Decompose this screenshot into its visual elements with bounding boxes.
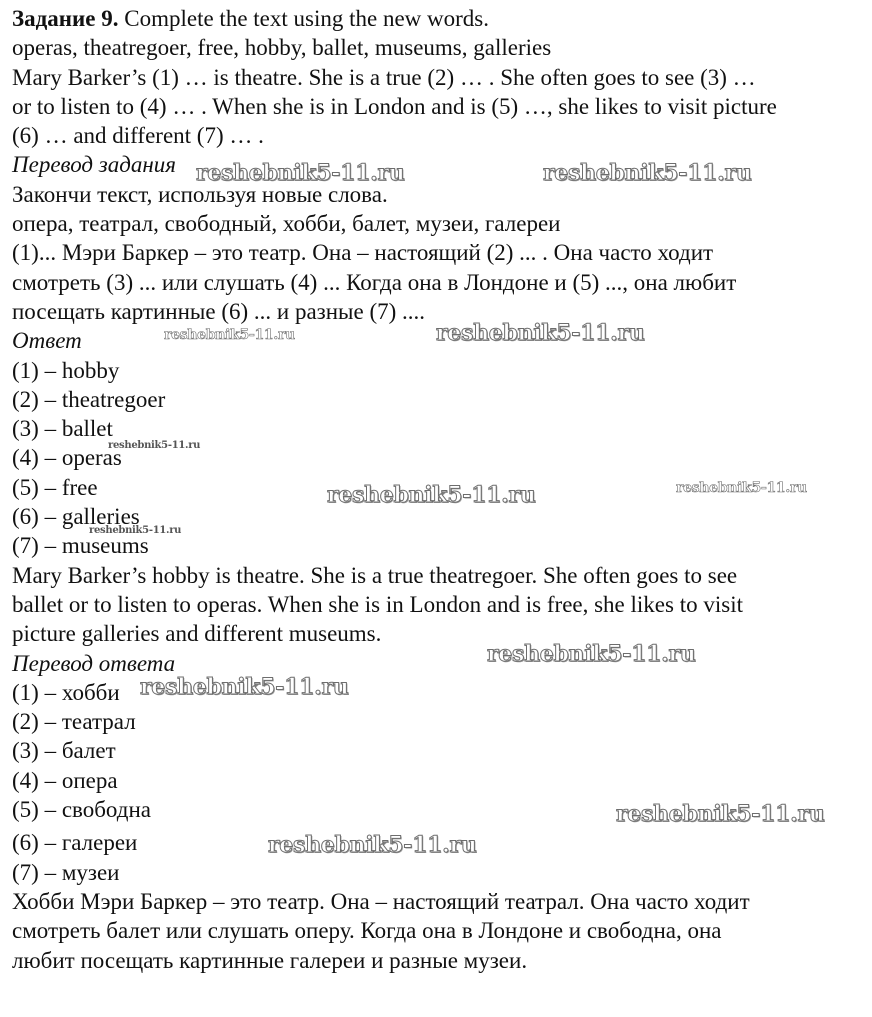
task-label: Задание 9. <box>12 6 119 31</box>
task-translation-text-line: посещать картинные (6) ... и разные (7) .... <box>12 298 426 324</box>
task-translation-word-list: опера, театрал, свободный, хобби, балет, музеи, галереи <box>12 211 561 237</box>
task-word-list: operas, theatregoer, free, hobby, ballet, museums, galleries <box>12 35 552 61</box>
answer-translation-item: (1) – хобби <box>12 679 120 705</box>
answer-translation-item: (4) – опера <box>12 767 118 793</box>
answer-item: (3) – ballet <box>12 416 113 442</box>
watermark: reshebnik5-11.ru <box>196 160 405 186</box>
answer-heading: Ответ <box>12 328 82 354</box>
answer-translation-text-line: любит посещать картинные галереи и разные музеи. <box>12 947 528 973</box>
answer-item: (5) – free <box>12 474 98 500</box>
task-translation-instruction: Закончи текст, используя новые слова. <box>12 181 388 207</box>
task-title <box>12 4 868 33</box>
task-text-line: or to listen to (4) … . When she is in London and is (5) …, she likes to visit picture <box>12 93 777 119</box>
answer-translation-item: (2) – театрал <box>12 709 136 735</box>
answer-translation-heading: Перевод ответа <box>12 650 176 676</box>
answer-text-line: Mary Barker’s hobby is theatre. She is a true theatregoer. She often goes to see <box>12 562 738 588</box>
task-translation-text-line: (1)... Мэри Баркер – это театр. Она – настоящий (2) ... . Она часто ходит <box>12 240 714 266</box>
watermark: reshebnik5-11.ru <box>164 327 295 343</box>
watermark: reshebnik5-11.ru <box>140 674 349 700</box>
task-instruction: Complete the text using the new words. <box>124 6 489 31</box>
watermark: reshebnik5-11.ru <box>487 641 696 667</box>
watermark: reshebnik5-11.ru <box>268 832 477 858</box>
task-text-line: Mary Barker’s (1) … is theatre. She is a true (2) … . She often goes to see (3) … <box>12 64 756 90</box>
answer-text-line: picture galleries and different museums. <box>12 621 382 647</box>
watermark: reshebnik5-11.ru <box>436 320 645 346</box>
answer-translation-item: (7) – музеи <box>12 859 120 885</box>
answer-translation-text-line: Хобби Мэри Баркер – это театр. Она – настоящий театрал. Она часто ходит <box>12 888 750 914</box>
answer-item: (1) – hobby <box>12 357 120 383</box>
watermark: reshebnik5-11.ru <box>108 440 201 451</box>
watermark: reshebnik5-11.ru <box>616 801 825 827</box>
watermark: reshebnik5-11.ru <box>543 160 752 186</box>
watermark: reshebnik5-11.ru <box>89 525 182 536</box>
watermark: reshebnik5-11.ru <box>327 482 536 508</box>
answer-translation-item: (6) – галереи <box>12 830 138 856</box>
answer-item: (4) – operas <box>12 445 122 471</box>
answer-item: (6) – galleries <box>12 504 140 530</box>
answer-item: (7) – museums <box>12 533 149 559</box>
watermark: reshebnik5-11.ru <box>676 480 807 496</box>
task-text-line: (6) … and different (7) … . <box>12 123 264 149</box>
task-translation-heading: Перевод задания <box>12 152 176 178</box>
answer-translation-text-line: смотреть балет или слушать оперу. Когда она в Лондоне и свободна, она <box>12 918 722 944</box>
answer-translation-item: (3) – балет <box>12 738 116 764</box>
answer-item: (2) – theatregoer <box>12 386 166 412</box>
task-translation-text-line: смотреть (3) ... или слушать (4) ... Когда она в Лондоне и (5) ..., она любит <box>12 269 737 295</box>
answer-translation-item: (5) – свободна <box>12 797 151 823</box>
answer-text-line: ballet or to listen to operas. When she is in London and is free, she likes to visit <box>12 591 743 617</box>
document-page <box>12 4 868 975</box>
